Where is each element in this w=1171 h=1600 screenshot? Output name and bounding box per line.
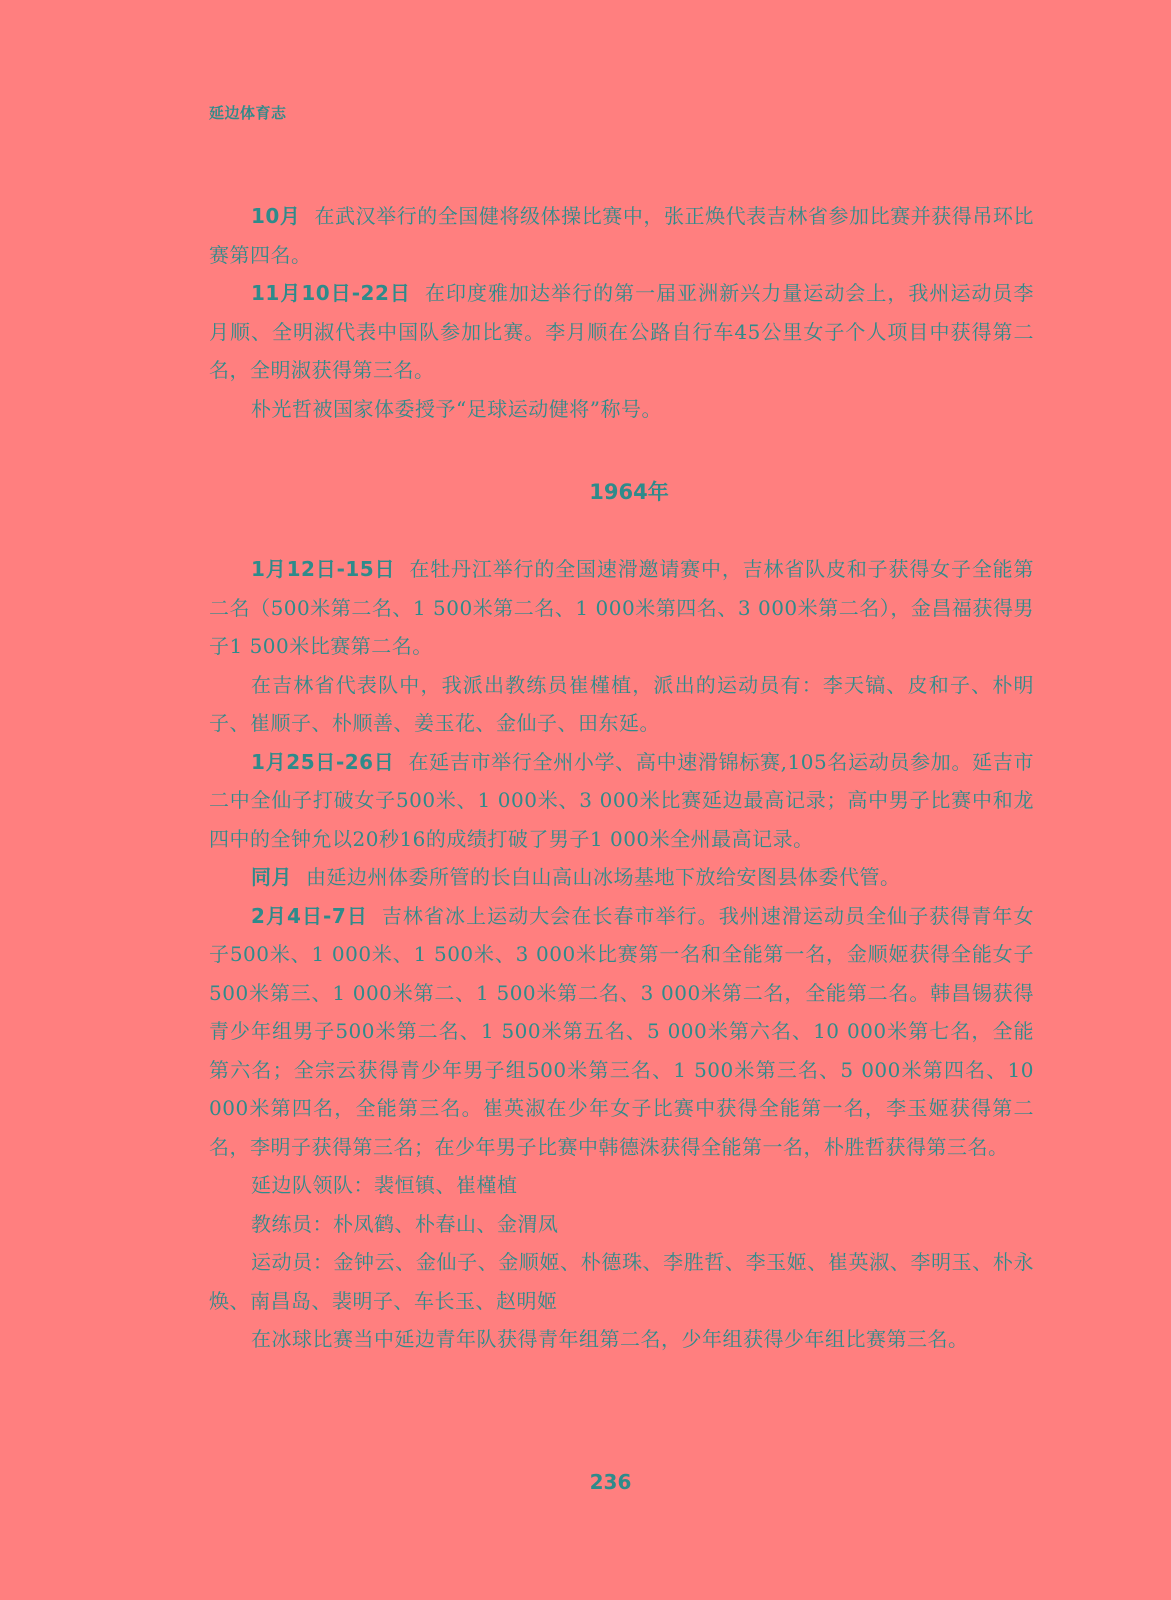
entry-date: 1月12日-15日 — [251, 557, 396, 581]
year-heading: 1964年 — [589, 480, 669, 504]
entry-paragraph — [209, 550, 1034, 666]
entry-paragraph — [209, 390, 1034, 429]
entry-paragraph — [209, 858, 1034, 897]
entry-text: 吉林省冰上运动大会在长春市举行。我州速滑运动员全仙子获得青年女子500米、1 000米、1 500米、3 000米比赛第一名和全能第一名，金顺姬获得全能女子500米第三、1 000米第二、1 500米第二名、3 000米第二名，全能第二名。韩昌锡获得青少年组男子500米第二名、1 500米第五名、5 000米第六名、10 000米第七名，全能第六名；全宗云获得青少年男子组500米第三名、1 500米第三名、5 000米第四名、10 000米第四名，全能第三名。崔英淑在少年女子比赛中获得全能第一名，李玉姬获得第二名，李明子获得第三名；在少年男子比赛中韩德洙获得全能第一名，朴胜哲获得第三名。 — [209, 903, 1034, 1159]
entry-text: 教练员：朴凤鹤、朴春山、金渭凤 — [251, 1211, 559, 1236]
section-1963-entries — [209, 197, 1034, 428]
entry-paragraph — [209, 666, 1034, 743]
entry-text: 由延边州体委所管的长白山高山冰场基地下放给安图县体委代管。 — [306, 865, 901, 889]
entry-paragraph — [209, 1243, 1034, 1320]
entry-paragraph — [209, 1205, 1034, 1244]
entry-text: 朴光哲被国家体委授予“足球运动健将”称号。 — [251, 396, 662, 421]
page-number: 236 — [589, 1470, 632, 1494]
entry-date: 11月10日-22日 — [251, 281, 411, 305]
entry-paragraph — [209, 1166, 1034, 1205]
entry-text: 延边队领队：裴恒镇、崔槿植 — [251, 1173, 518, 1197]
entry-text: 在印度雅加达举行的第一届亚洲新兴力量运动会上，我州运动员李月顺、全明淑代表中国队参加比赛。李月顺在公路自行车45公里女子个人项目中获得第二名，全明淑获得第三名。 — [209, 281, 1035, 382]
entry-paragraph — [209, 274, 1034, 390]
entry-text: 在吉林省代表队中，我派出教练员崔槿植，派出的运动员有：李天镐、皮和子、朴明子、崔顺子、朴顺善、姜玉花、金仙子、田东延。 — [209, 672, 1034, 735]
entry-paragraph — [209, 897, 1034, 1167]
entry-date: 2月4日-7日 — [251, 903, 368, 928]
entry-paragraph — [209, 197, 1034, 274]
entry-date: 1月25日-26日 — [251, 749, 395, 774]
section-1964-entries — [209, 550, 1034, 1359]
entry-date: 10月 — [251, 204, 301, 228]
entry-date: 同月 — [251, 865, 292, 889]
entry-paragraph — [209, 1320, 1034, 1359]
running-title: 延边体育志 — [209, 104, 287, 122]
entry-paragraph — [209, 743, 1034, 859]
entry-text: 运动员：金钟云、金仙子、金顺姬、朴德珠、李胜哲、李玉姬、崔英淑、李明玉、朴永焕、南昌岛、裴明子、车长玉、赵明姬 — [209, 1250, 1034, 1313]
entry-text: 在延吉市举行全州小学、高中速滑锦标赛,105名运动员参加。延吉市二中全仙子打破女子500米、1 000米、3 000米比赛延边最高记录；高中男子比赛中和龙四中的全钟允以20秒16的成绩打破了男子1 000米全州最高记录。 — [209, 749, 1035, 851]
entry-text: 在牡丹江举行的全国速滑邀请赛中，吉林省队皮和子获得女子全能第二名（500米第二名、1 500米第二名、1 000米第四名、3 000米第二名），金昌福获得男子1 500米比赛第二名。 — [209, 557, 1034, 658]
entry-text: 在冰球比赛当中延边青年队获得青年组第二名，少年组获得少年组比赛第三名。 — [251, 1327, 969, 1351]
entry-text: 在武汉举行的全国健将级体操比赛中，张正焕代表吉林省参加比赛并获得吊环比赛第四名。 — [209, 204, 1034, 267]
